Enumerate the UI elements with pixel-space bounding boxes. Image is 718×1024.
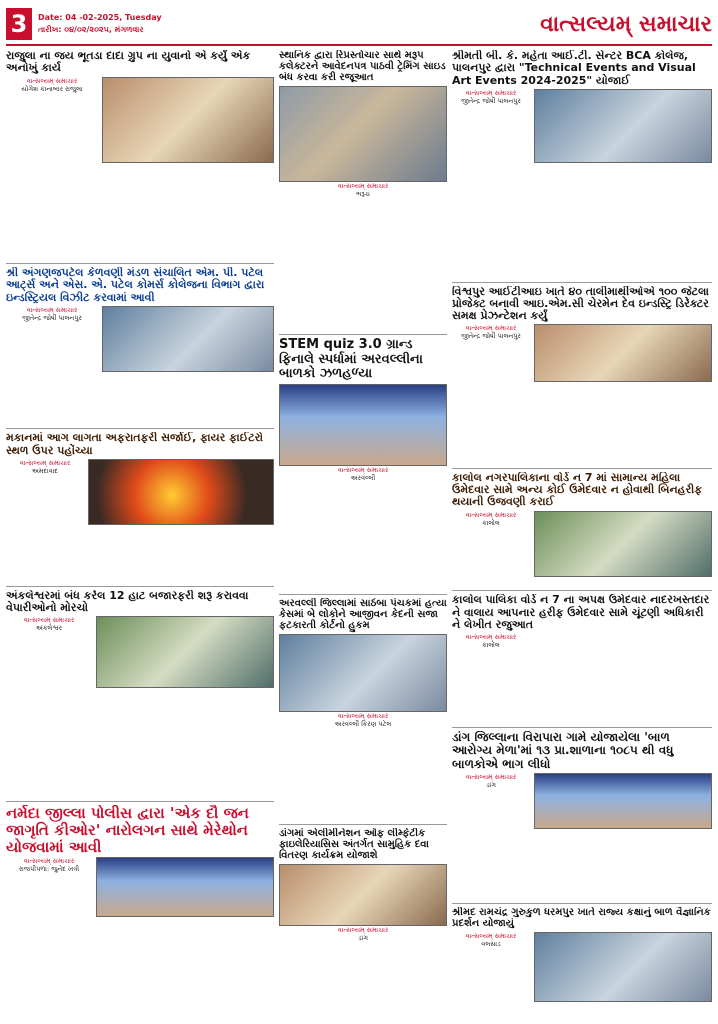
article-kalol-ward7 xyxy=(452,472,712,592)
headline: ડાંગ જિલ્લાના વિરાપારા ગામે યોજાયેલા 'બાળ આરોગ્ય મેળા'માં ૧૩ પ્રા.શાળાના ૧૦૮૫ થી વધુ બાળકોએ ભાગ લીધો xyxy=(452,730,674,771)
byline: વાત્સલ્યમ્ સમાચાર કાલોલ xyxy=(465,633,517,650)
left-column xyxy=(6,50,274,1020)
headline: કાલોલ પાલિકા વોર્ડ ન 7 ના અપક્ષ ઉમેદવાર નાદરખસ્તદાર ને વાલાય આપનાર હરીફ ઉમેદવાર સામે ચૂંટણી અધિકારી ને લેખીત રજુઆત xyxy=(452,594,710,631)
headline: કાલોલ નગરપાલિકાના વોર્ડ ન 7 માં સામાન્ય મહિલા ઉમેદવાર સામે અન્ય કોઈ ઉમેદવાર ન હોવાથી બિનહરીફ થયાની ઉજવણી કરાઈ xyxy=(452,471,703,509)
headline: વિશ્વપુર આઈટીઆઇ ખાતે ૪૦ તાલીમાર્થીઓએ ૧૦૦ જેટલા પ્રોજેક્ટ બનાવી આઇ.એમ.સી ચેરમેન દેવ ઇન્ડસ્ટ્રિ ડિરેક્ટર સમક્ષ પ્રેઝન્ટેશન કર્યું xyxy=(452,285,709,323)
article-photo xyxy=(102,77,274,163)
newspaper-brand-logo: વાત્સલ્યમ્ સમાચાર xyxy=(540,11,712,37)
page-number: 3 xyxy=(6,8,32,40)
article-photo xyxy=(534,511,712,577)
article-photo xyxy=(534,773,712,829)
article-photo xyxy=(96,616,274,688)
middle-column xyxy=(279,50,447,1020)
byline: વાત્સલ્યમ્ સમાચાર યોગેશ કાનાબાર રાજુલા xyxy=(21,76,83,93)
date-english: Date: 04 -02-2025, Tuesday xyxy=(38,13,162,22)
article-iti-projects xyxy=(452,286,712,469)
headline: શ્રીમદ રામચંદ્ર ગુરુકુળ ધરમપુર ખાતે રાજ્ય કક્ષાનું બાળ વૈજ્ઞાનિક પ્રદર્શન યોજાયું xyxy=(452,907,711,930)
byline: વાત્સલ્યમ્ સમાચાર અમદાવાદ xyxy=(19,459,71,476)
article-stem-quiz xyxy=(279,338,447,595)
article-photo xyxy=(279,86,447,182)
article-photo xyxy=(279,864,447,926)
article-bharuch-memorandum xyxy=(279,50,447,335)
masthead xyxy=(6,4,712,46)
byline: વાત્સલ્યમ્ સમાચાર વલસાડ xyxy=(465,931,517,948)
date-block xyxy=(38,12,162,36)
byline: વાત્સલ્યમ્ સમાચાર અરવલ્લી કિરણ પટેલ xyxy=(334,711,392,728)
article-photo xyxy=(534,324,712,382)
byline: વાત્સલ્યમ્ સમાચાર જીતેન્દ્ર જોષી પાલનપુર xyxy=(461,324,521,341)
article-photo xyxy=(534,932,712,1002)
headline: નર્મદા જીલ્લા પોલીસ દ્વારા 'એક દૌ જન જાગૃતિ કીઓર' નારોલગન સાથે મેરેથોન યોજવામાં આવી xyxy=(6,804,249,856)
byline: વાત્સલ્યમ્ સમાચાર રાજપીપળા: જુનેદ ખત્રી xyxy=(18,857,80,874)
article-bk-mehta-bca xyxy=(452,50,712,283)
article-photo xyxy=(96,857,274,917)
right-column xyxy=(452,50,712,1020)
byline: વાત્સલ્યમ્ સમાચાર ડાંગ xyxy=(337,925,389,942)
headline: STEM quiz 3.0 ગ્રાન્ડ ફિનાલે સ્પર્ધામાં અરવલ્લીના બાળકો ઝળહળ્યા xyxy=(279,338,423,382)
byline: વાત્સલ્યમ્ સમાચાર જીતેન્દ્ર જોષી પાલનપુર xyxy=(22,306,82,323)
headline: શ્રી અંગણજપટેલ કેળવણી મંડળ સંચાલિત એમ. પી. પટેલ આર્ટ્સ અને એસ. એ. પટેલ કોમર્સ કોલેજના વિભાગ દ્વારા ઇન્ડસ્ટ્રિયલ વિઝીટ કરવામાં આવી xyxy=(6,267,265,304)
article-rajula xyxy=(6,50,274,264)
article-photo xyxy=(102,306,274,372)
byline: વાત્સલ્યમ્ સમાચાર ડાંગ xyxy=(465,773,517,790)
byline: વાત્સલ્યમ્ સમાચાર અંકલેશ્વર xyxy=(23,616,75,633)
headline: અરવલ્લી જિલ્લામાં સાઠંબા પંચકમાં હત્યા કેસમાં બે લોકોને આજીવન કેદની સજા ફટકારતી કોર્ટનો હુકમ xyxy=(279,598,447,632)
article-narmada-police xyxy=(6,805,274,1020)
article-dang-health-fair xyxy=(452,731,712,904)
article-dang-filariasis xyxy=(279,828,447,1020)
headline: ડાંગમાં એલીમીનેશન ઑફ લીમ્ફેટીક ફાઇલેરિયાસિસ અંતર્ગત સામુહિક દવા વિતરણ કાર્યક્રમ યોજાશે xyxy=(279,828,429,862)
headline: શ્રીમતી બી. કે. મહેતા આઈ.ટી. સેન્ટર BCA કોલેજ, પાલનપુર દ્વારા "Technical Events and Visual Art Events 2024-2025" યોજાઈ xyxy=(452,50,696,87)
article-kalol-complaint xyxy=(452,594,712,728)
article-photo xyxy=(279,384,447,466)
byline: વાત્સલ્યમ્ સમાચાર કાલોલ xyxy=(465,510,517,527)
article-gurukul-science xyxy=(452,907,712,1020)
headline: સ્થાનિક દ્વારા રિપ્રસ્તોચાર સાથે મરૂપ કલેક્ટરને આવેદનપત્ર પાઠવી ટ્રેમિંગ સાઇડ બંધ કરવા કરી રજૂઆત xyxy=(279,50,446,84)
headline: અંકલેશ્વરમાં બંધ કરેલ 12 હાટ બજારફરી શરૂ કરાવવા વેપારીઓનો મોરચો xyxy=(6,589,249,615)
byline: વાત્સલ્યમ્ સમાચાર જીતેન્દ્ર જોષી પાલનપુર xyxy=(461,88,521,105)
article-patel-college xyxy=(6,267,274,429)
byline: વાત્સલ્યમ્ સમાચાર ભરૂચ xyxy=(337,181,389,198)
article-photo xyxy=(279,634,447,712)
article-ankleshwar xyxy=(6,590,274,802)
headline: મકાનમાં આગ લાગતા અફરાતફરી સર્જાઈ, ફાયર ફાઈટરો સ્થળ ઉપર પહોંચ્યા xyxy=(6,432,264,457)
date-gujarati: તારીખ: ૦૪/૦૨/૨૦૨૫, મંગળવાર xyxy=(38,25,144,34)
headline: રાજુલા ના જય ભૂતડા દાદા ગ્રુપ ના યુવાનો એ કર્યું એક અનોખું કાર્ય xyxy=(6,50,251,75)
byline: વાત્સલ્યમ્ સમાચાર અરવલ્લી xyxy=(337,465,389,482)
article-aravalli-court xyxy=(279,598,447,825)
article-photo xyxy=(534,89,712,163)
article-fire xyxy=(6,432,274,586)
article-photo xyxy=(88,459,274,525)
